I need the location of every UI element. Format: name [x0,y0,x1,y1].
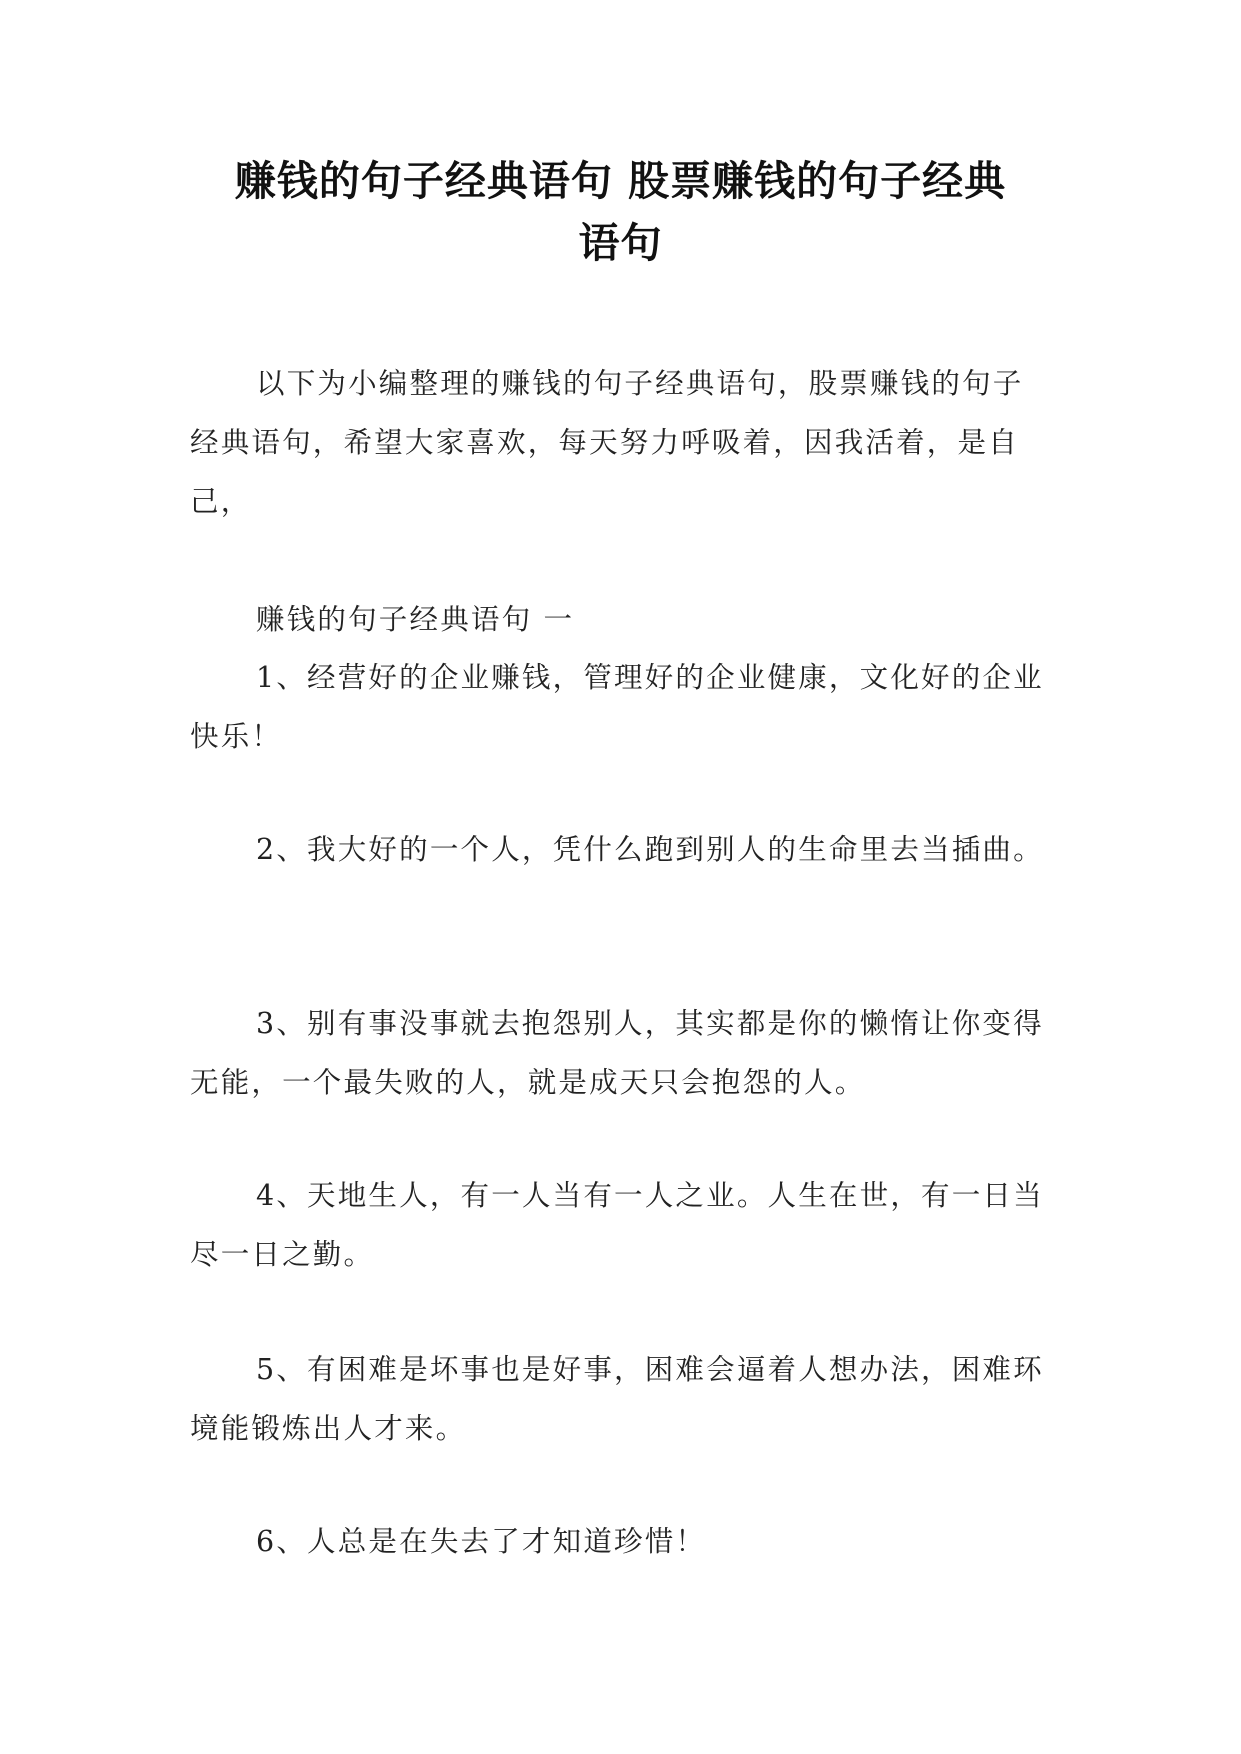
quote-text: 1、经营好的企业赚钱，管理好的企业健康，文化好的企业快乐！ [190,661,1044,753]
quote-text: 6、人总是在失去了才知道珍惜！ [256,1525,707,1558]
quote-item [190,1166,1052,1284]
section-heading-text: 赚钱的句子经典语句 一 [256,603,575,636]
quote-item [190,820,1052,879]
quote-text: 3、别有事没事就去抱怨别人，其实都是你的懒惰让你变得无能，一个最失败的人，就是成天只会抱怨的人。 [190,1007,1044,1099]
quote-text: 4、天地生人，有一人当有一人之业。人生在世，有一日当尽一日之勤。 [190,1179,1044,1271]
quote-item [190,648,1052,766]
intro-text: 以下为小编整理的赚钱的句子经典语句，股票赚钱的句子经典语句，希望大家喜欢，每天努力呼吸着，因我活着，是自己， [190,367,1024,518]
quote-item [190,994,1052,1112]
section-heading [190,590,1052,649]
quote-text: 5、有困难是坏事也是好事，困难会逼着人想办法，困难环境能锻炼出人才来。 [190,1353,1044,1445]
quote-item [190,1512,1052,1571]
title-line-1: 赚钱的句子经典语句 股票赚钱的句子经典 [234,157,1007,205]
title-line-2: 语句 [578,219,663,267]
document-title [160,150,1081,274]
intro-paragraph [190,354,1052,531]
quote-text: 2、我大好的一个人，凭什么跑到别人的生命里去当插曲。 [256,833,1044,866]
quote-item [190,1340,1052,1458]
